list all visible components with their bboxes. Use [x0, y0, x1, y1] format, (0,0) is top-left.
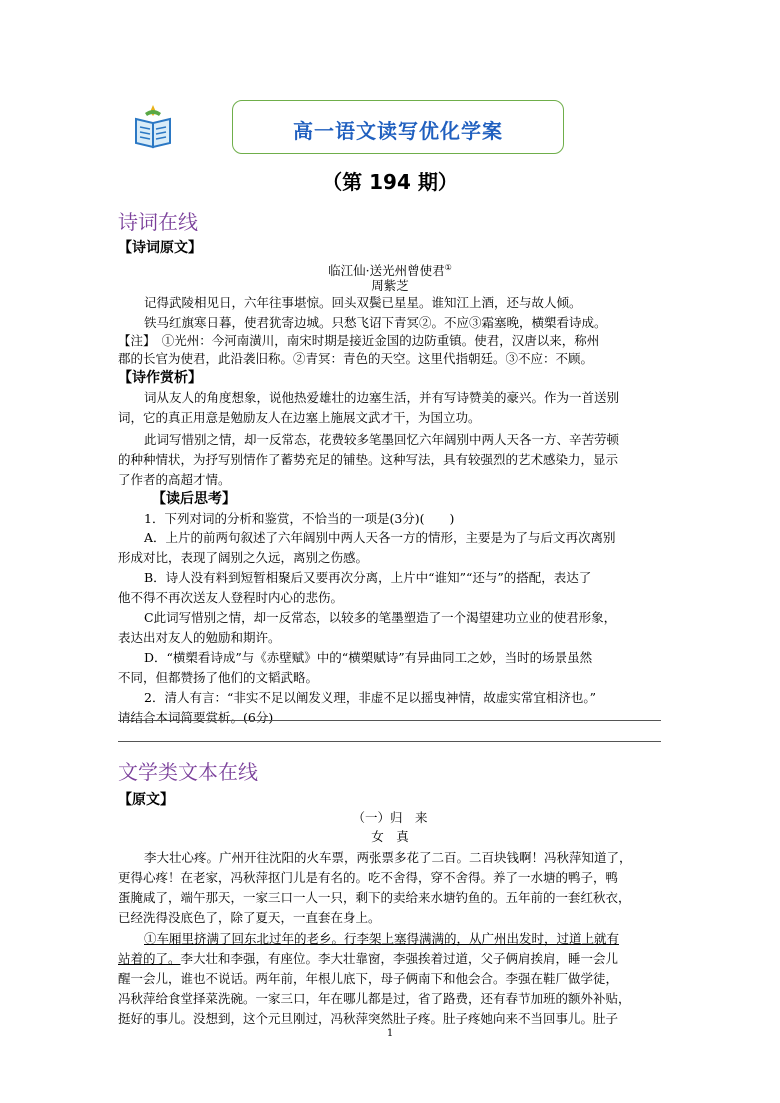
section-heading-literature: 文学类文本在线: [118, 760, 258, 784]
poem-title: 临江仙·送光州曾使君①: [328, 263, 452, 279]
question-line: 不同，但都赞扬了他们的文韬武略。: [118, 670, 319, 685]
appreciation-label: 【诗作赏析】: [118, 370, 202, 386]
poem-line: 记得武陵相见日，六年往事堪惊。回头双鬓已星星。谁知江上酒，还与故人倾。: [144, 295, 582, 310]
poem-line: 铁马红旗寒日暮，使君犹寄边城。只愁飞诏下青冥②。不应③霜塞晚，横槊看诗成。: [144, 315, 607, 330]
book-logo-icon: [132, 103, 174, 149]
appreciation-line: 的种种情状，为抒写别情作了蓄势充足的铺垫。这种写法，具有较强烈的艺术感染力，显示: [118, 452, 619, 467]
poem-author: 周紫芝: [371, 278, 409, 293]
poem-original-label: 【诗词原文】: [118, 240, 202, 256]
question-line: 表达出对友人的勉励和期许。: [118, 630, 281, 645]
appreciation-line: 此词写惜别之情，却一反常态，花费较多笔墨回忆六年阔别中两人天各一方、辛苦劳顿: [144, 432, 620, 447]
question-line: B．诗人没有料到短暂相聚后又要再次分离，上片中“谁知”“还与”的搭配，表达了: [144, 570, 592, 585]
story-line: 已经洗得没底色了，除了夏天，一直套在身上。: [118, 910, 381, 925]
question-line: 请结合本词简要赏析。(6分): [118, 710, 274, 725]
story-line: 蛋腌咸了，端午那天，一家三口一人一只，剩下的卖给来水塘钓鱼的。五年前的一套红秋衣，: [118, 890, 631, 905]
question-line: C此词写惜别之情，却一反常态，以较多的笔墨塑造了一个渴望建功立业的使君形象，: [144, 610, 617, 625]
story-line: 挺好的事儿。没想到，这个元旦刚过，冯秋萍突然肚子疼。肚子疼她向来不当回事儿。肚子: [118, 1011, 619, 1026]
story-line: 冯秋萍给食堂择菜洗碗。一家三口，年在哪儿都是过，省了路费，还有春节加班的额外补贴，: [118, 991, 631, 1006]
story-line-underlined: ①车厢里挤满了回东北过年的老乡。行李架上塞得满满的，从广州出发时，过道上就有: [144, 931, 620, 946]
story-line: 李大壮心疼。广州开往沈阳的火车票，两张票多花了二百。二百块钱啊！冯秋萍知道了，: [144, 850, 632, 865]
question-line: 他不得不再次送友人登程时内心的悲伤。: [118, 590, 344, 605]
story-author: 女 真: [371, 829, 409, 844]
story-line: 更得心疼！在老家，冯秋萍抠门儿是有名的。吃不舍得，穿不舍得。养了一水塘的鸭子，鸭: [118, 870, 619, 885]
question-line: D．“横槊看诗成”与《赤壁赋》中的“横槊赋诗”有异曲同工之妙，当时的场景虽然: [144, 650, 593, 665]
appreciation-line: 词，它的真正用意是勉励友人在边塞上施展文武才干，为国立功。: [118, 410, 481, 425]
note-line: 郡的长官为使君，此沿袭旧称。②青冥：青色的天空。这里代指朝廷。③不应：不顾。: [118, 351, 594, 366]
story-title: （一）归 来: [352, 810, 428, 825]
section-heading-poetry: 诗词在线: [118, 210, 198, 234]
story-line: 醒一会儿，谁也不说话。两年前，年根儿底下，母子俩南下和他会合。李强在鞋厂做学徒，: [118, 971, 619, 986]
question-line: 形成对比，表现了阔别之久远，离别之伤感。: [118, 550, 369, 565]
issue-number: （第 194 期）: [322, 170, 458, 194]
divider: [118, 741, 661, 742]
think-label: 【读后思考】: [152, 491, 236, 507]
appreciation-line: 词从友人的角度想象，说他热爱雄壮的边塞生活，并有写诗赞美的豪兴。作为一首送别: [144, 390, 620, 405]
page-title: 高一语文读写优化学案: [293, 119, 503, 143]
note-line: 【注】 ①光州：今河南潢川，南宋时期是接近金国的边防重镇。使君，汉唐以来，称州: [118, 333, 600, 348]
story-line: 站着的了。李大壮和李强，有座位。李大壮靠窗，李强挨着过道，父子俩肩挨肩，睡一会儿: [118, 951, 619, 966]
divider: [118, 720, 661, 721]
question-line: 1．下列对词的分析和鉴赏，不恰当的一项是(3分)( ): [144, 511, 455, 526]
appreciation-line: 了作者的高超才情。: [118, 472, 231, 487]
question-line: A．上片的前两句叙述了六年阔别中两人天各一方的情形，主要是为了与后文再次离别: [144, 530, 616, 545]
page-number: 1: [386, 1028, 394, 1039]
question-line: 2．清人有言：“非实不足以阐发义理，非虚不足以摇曳神情，故虚实常宜相济也。”: [144, 690, 596, 705]
story-original-label: 【原文】: [118, 792, 174, 808]
title-box: [232, 100, 564, 154]
